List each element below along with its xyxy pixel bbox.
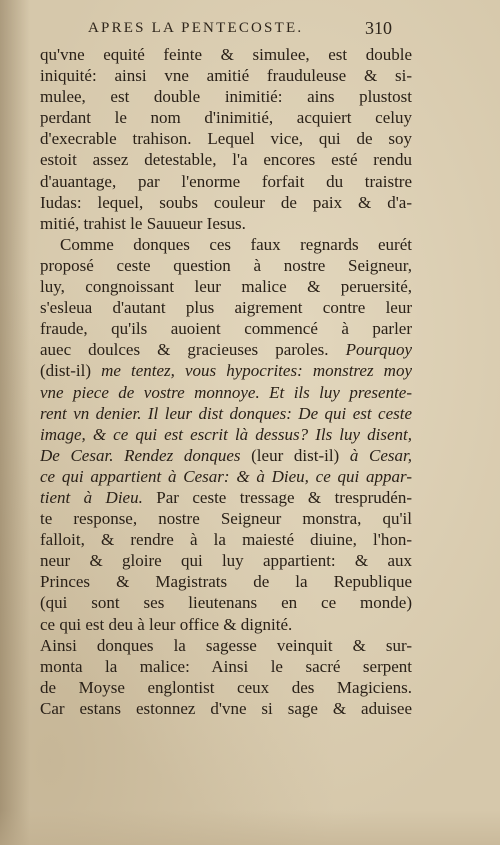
roman-text: mitié, trahist le Sauueur Iesus.: [40, 213, 246, 233]
roman-text: neur & gloire qui luy appartient: & aux: [40, 551, 412, 571]
text-line: [40, 44, 412, 65]
roman-text: de Moyse englontist ceux des Magiciens.: [40, 677, 412, 697]
roman-text: luy, congnoissant leur malice & peruersité,: [40, 277, 412, 297]
roman-text: d'auantage, par l'enorme forfait du traistre: [40, 171, 412, 191]
roman-text: perdant le nom d'inimitié, acquiert celuy: [40, 108, 412, 128]
roman-text: Princes & Magistrats de la Republique: [40, 572, 412, 592]
text-line: [40, 276, 412, 297]
roman-text: Iudas: lequel, soubs couleur de paix & d'a-: [40, 192, 412, 212]
running-title: APRES LA PENTECOSTE.: [88, 20, 304, 36]
roman-text: Par ceste tressage & tresprudén-: [142, 487, 412, 507]
roman-text: monta la malice: Ainsi le sacré serpent: [40, 656, 412, 676]
italic-text: image, & ce qui est escrit là dessus? Ils luy disent,: [40, 424, 412, 444]
text-line: [40, 424, 412, 445]
text-line: [40, 339, 412, 360]
roman-text: Car estans estonnez d'vne si sage & aduisee: [40, 698, 412, 718]
roman-text: fraude, qu'ils auoient commencé à parler: [40, 319, 412, 339]
text-line: [40, 213, 412, 234]
text-line: [40, 171, 412, 192]
text-line: [40, 571, 412, 592]
text-line: [40, 550, 412, 571]
italic-text: tient à Dieu.: [40, 487, 143, 507]
italic-text: ce qui appartient à Cesar: & à Dieu, ce qui appar-: [40, 466, 412, 486]
text-line: [40, 360, 412, 381]
text-line: [40, 403, 412, 424]
page-bottom-edge: [0, 810, 500, 845]
text-line: [40, 614, 412, 635]
roman-text: auec doulces & gracieuses paroles.: [40, 340, 346, 360]
text-line: [40, 656, 412, 677]
italic-text: vne piece de vostre monnoye. Et ils luy presente-: [40, 382, 412, 402]
text-line: [40, 592, 412, 613]
text-line: [40, 234, 412, 255]
roman-text: proposé ceste question à nostre Seigneur,: [40, 255, 412, 275]
roman-text: d'execrable trahison. Lequel vice, qui de soy: [40, 129, 412, 149]
text-line: [40, 445, 412, 466]
text-line: [40, 318, 412, 339]
text-line: [40, 128, 412, 149]
text-line: [40, 382, 412, 403]
italic-text: De Cesar. Rendez donques: [40, 445, 241, 465]
roman-text: mulee, est double inimitié: ains plustost: [40, 87, 412, 107]
roman-text: s'esleua d'autant plus aigrement contre leur: [40, 298, 412, 318]
roman-text: falloit, & rendre à la maiesté diuine, l'hon-: [40, 530, 412, 550]
roman-text: (dist-il): [40, 361, 102, 381]
spine-shadow: [0, 0, 30, 845]
italic-text: Pourquoy: [345, 340, 412, 360]
text-line: [40, 149, 412, 170]
text-line: [40, 107, 412, 128]
roman-text: qu'vne equité feinte & simulee, est double: [40, 45, 412, 64]
roman-text: Comme donques ces faux regnards eurét: [60, 234, 412, 254]
text-line: [40, 466, 412, 487]
text-line: [40, 677, 412, 698]
text-line: [40, 698, 412, 719]
text-line: [40, 65, 412, 86]
text-line: [40, 508, 412, 529]
body-text: [40, 44, 412, 719]
roman-text: te response, nostre Seigneur monstra, qu'il: [40, 509, 412, 529]
roman-text: ce qui est deu à leur office & dignité.: [40, 614, 293, 634]
text-line: [40, 86, 412, 107]
roman-text: Ainsi donques la sagesse veinquit & sur-: [40, 635, 412, 655]
roman-text: (qui sont ses lieutenans en ce monde): [40, 593, 412, 613]
text-line: [40, 297, 412, 318]
roman-text: (leur dist-il): [240, 445, 350, 465]
text-line: [40, 192, 412, 213]
text-line: [40, 529, 412, 550]
text-line: [40, 255, 412, 276]
page-number: 310: [365, 18, 392, 38]
text-line: [40, 487, 412, 508]
italic-text: rent vn denier. Il leur dist donques: De qui est ceste: [40, 403, 412, 423]
roman-text: estoit assez detestable, l'a encores esté rendu: [40, 150, 412, 170]
italic-text: à Cesar,: [349, 445, 412, 465]
roman-text: iniquité: ainsi vne amitié frauduleuse & si-: [40, 66, 412, 86]
text-line: [40, 635, 412, 656]
italic-text: me tentez, vous hypocrites: monstrez moy: [101, 361, 412, 381]
